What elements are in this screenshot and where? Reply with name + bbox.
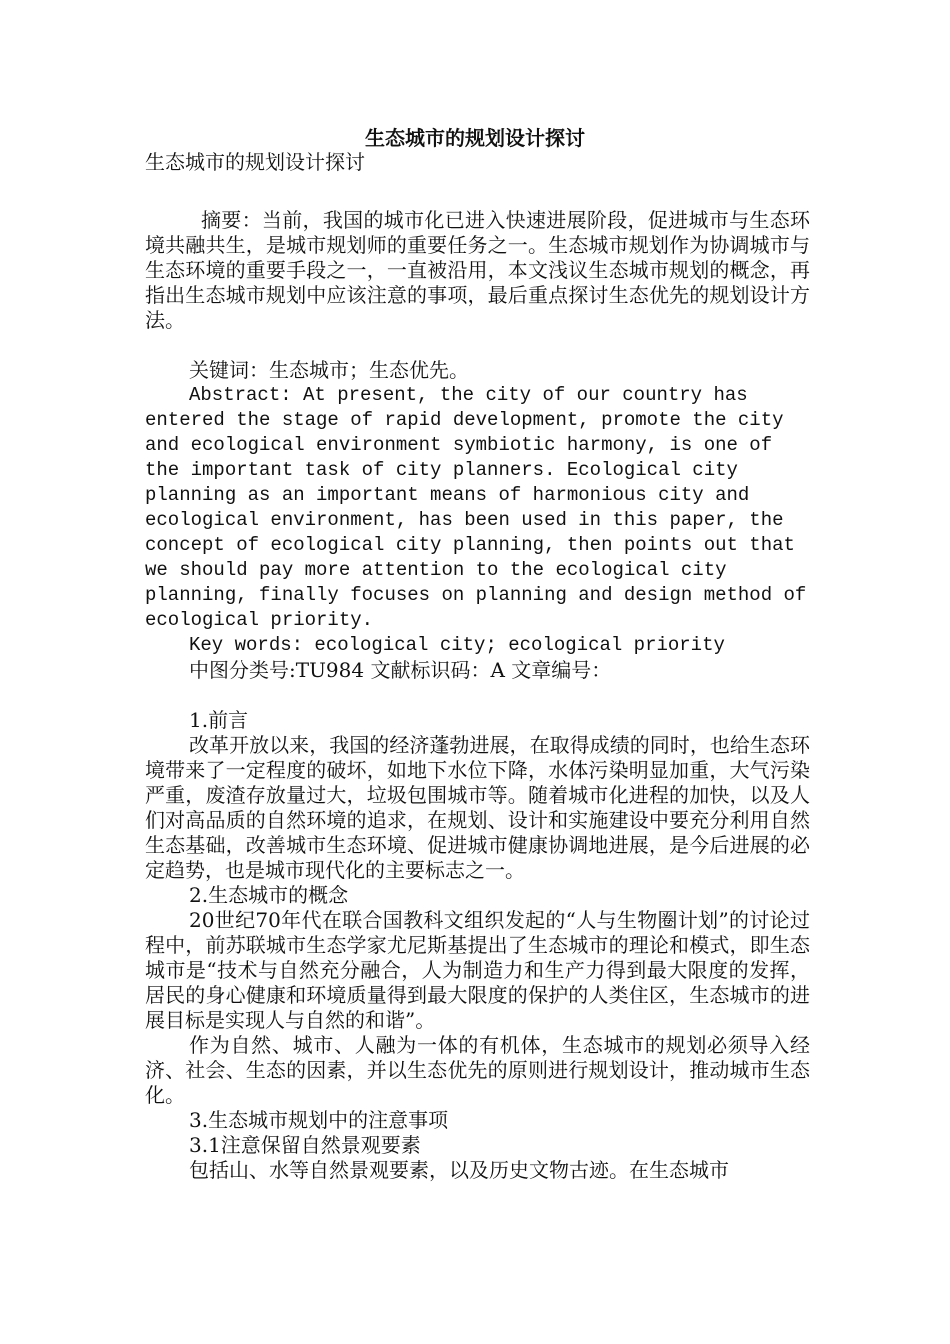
document-body bbox=[145, 150, 810, 1183]
abstract-zh: 摘要：当前，我国的城市化已进入快速进展阶段，促进城市与生态环境共融共生，是城市规划师的重要任务之一。生态城市规划作为协调城市与生态环境的重要手段之一，一直被沿用，本文浅议生态城市规划的概念，再指出生态城市规划中应该注意的事项，最后重点探讨生态优先的规划设计方法。 bbox=[145, 208, 810, 332]
abstract-en: Abstract: At present, the city of our country has entered the stage of rapid development, promote the city and ecological environment symbiotic harmony, is one of the important task of city planners. Ecological city planning as an important means of harmonious city and ecological environment, has been used in this paper, the concept of ecological city planning, then points out that we should pay more attention to the ecological city planning, finally focuses on planning and design method of ecological priority. bbox=[145, 384, 807, 631]
classification-line: 中图分类号:TU984 文献标识码：A 文章编号： bbox=[189, 658, 612, 682]
section-2-body-2: 作为自然、城市、人融为一体的有机体，生态城市的规划必须导入经济、社会、生态的因素，并以生态优先的原则进行规划设计，推动城市生态化。 bbox=[145, 1033, 810, 1107]
keywords-en: Key words: ecological city; ecological priority bbox=[189, 634, 725, 656]
keywords-zh: 关键词：生态城市；生态优先。 bbox=[189, 358, 469, 382]
section-3-1-body: 包括山、水等自然景观要素，以及历史文物古迹。在生态城市 bbox=[189, 1158, 729, 1182]
section-1-body: 改革开放以来，我国的经济蓬勃进展，在取得成绩的同时，也给生态环境带来了一定程度的破坏，如地下水位下降，水体污染明显加重，大气污染严重，废渣存放量过大，垃圾包围城市等。随着城市化进程的加快，以及人们对高品质的自然环境的追求，在规划、设计和实施建设中要充分利用自然生态基础，改善城市生态环境、促进城市健康协调地进展，是今后进展的必定趋势，也是城市现代化的主要标志之一。 bbox=[145, 733, 810, 882]
section-2-heading: 2.生态城市的概念 bbox=[189, 883, 349, 907]
document-subtitle: 生态城市的规划设计探讨 bbox=[145, 150, 365, 174]
section-2-body-1: 20世纪70年代在联合国教科文组织发起的“人与生物圈计划”的讨论过程中，前苏联城市生态学家尤尼斯基提出了生态城市的理论和模式，即生态城市是“技术与自然充分融合，人为制造力和生产力得到最大限度的发挥，居民的身心健康和环境质量得到最大限度的保护的人类住区，生态城市的进展目标是实现人与自然的和谐”。 bbox=[145, 908, 810, 1032]
section-3-heading: 3.生态城市规划中的注意事项 bbox=[189, 1108, 449, 1132]
document-title: 生态城市的规划设计探讨 bbox=[365, 126, 585, 150]
section-1-heading: 1.前言 bbox=[189, 708, 249, 732]
section-3-1-heading: 3.1注意保留自然景观要素 bbox=[189, 1133, 421, 1157]
